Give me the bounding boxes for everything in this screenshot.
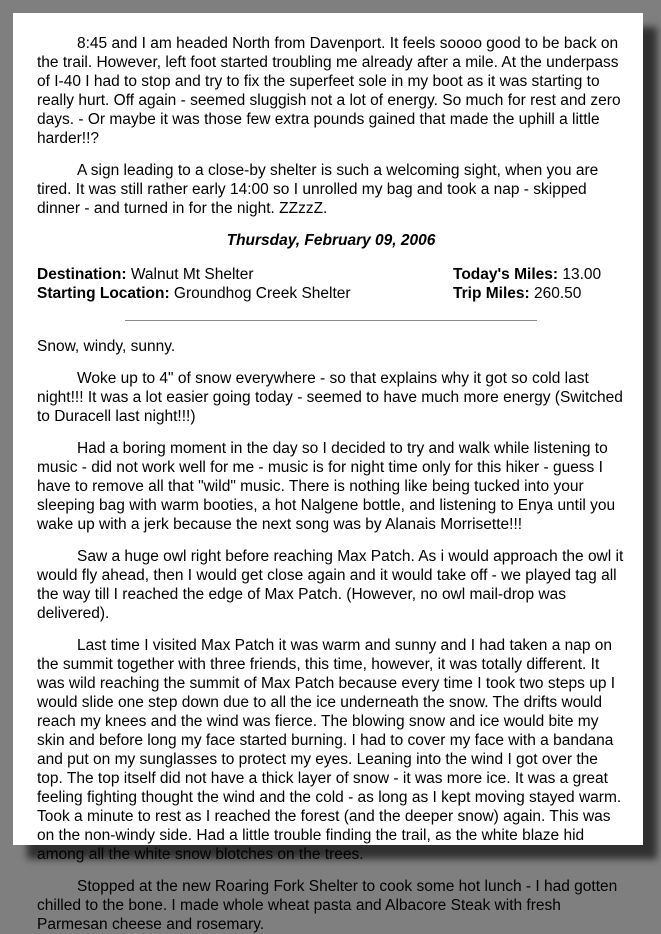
starting-location-label: Starting Location: — [37, 285, 170, 302]
trip-miles-row — [453, 284, 625, 303]
trip-miles-value: 260.50 — [533, 285, 582, 302]
entry-stats — [37, 265, 625, 303]
journal-paragraph: Woke up to 4" of snow everywhere - so that explains why it got so cold last night!!! It was a lot easier going today - seemed to have much more energy (Switched to Duracell last night!!!) — [37, 370, 623, 425]
entry-date-heading: Thursday, February 09, 2006 — [226, 232, 436, 249]
todays-miles-row — [453, 265, 625, 284]
entry-stats-locations — [37, 265, 453, 303]
weather-line: Snow, windy, sunny. — [37, 338, 176, 355]
journal-page — [13, 13, 643, 933]
divider — [125, 320, 537, 321]
entry-stats-miles — [453, 265, 625, 303]
todays-miles-value: 13.00 — [562, 266, 602, 283]
journal-paragraph: Last time I visited Max Patch it was warm and sunny and I had taken a nap on the summit together with three friends, this time, however, it was totally different. It was wild reaching the summit of Max Patch because every time I took two steps up I would slide one step down due to all the ice underneath the snow. The drifts would reach my knees and the wind was fierce. The blowing snow and ice would bite my skin and before long my face started burning. I had to cover my face with a bandana and put on my sunglasses to protect my eyes. Leaning into the wind I got over the top. The top itself did not have a thick layer of snow - it was more ice. It was a great feeling fighting thought the wind and the cold - as long as I kept moving stayed warm. Took a minute to rest as I reached the forest (and the deeper snow) again. This was on the non-windy side. Had a little trouble finding the trail, as the white blaze hid among all the white snow blotches on the trees. — [37, 637, 622, 863]
starting-location-row — [37, 284, 453, 303]
journal-paragraph: Saw a huge owl right before reaching Max Patch. As i would approach the owl it would fly ahead, then I would get close again and it would take off - we played tag all the way till I reached the edge of Max Patch. (However, no owl mail-drop was delivered). — [37, 548, 624, 622]
destination-value: Walnut Mt Shelter — [130, 266, 254, 283]
todays-miles-label: Today's Miles: — [453, 266, 559, 283]
destination-row — [37, 265, 453, 284]
journal-paragraph: Had a boring moment in the day so I decided to try and walk while listening to music - did not work well for me - music is for night time only for this hiker - guess I have to remove all that "wild" music. There is nothing like being tucked into your sleeping bag with warm booties, a hot Nalgene bottle, and listening to Enya until you wake up with a jerk because the next song was by Alanais Morrisette!!! — [37, 440, 616, 533]
trip-miles-label: Trip Miles: — [453, 285, 530, 302]
destination-label: Destination: — [37, 266, 127, 283]
journal-paragraph: A sign leading to a close-by shelter is such a welcoming sight, when you are tired. It was still rather early 14:00 so I unrolled my bag and took a nap - skipped dinner - and turned in for the night. ZZzzZ. — [37, 162, 599, 217]
journal-paragraph: 8:45 and I am headed North from Davenport. It feels soooo good to be back on the trail. However, left foot started troubling me already after a mile. At the underpass of I-40 I had to stop and try to fix the superfeet sole in my boot as it was starting to really hurt. Off again - seemed sluggish not a lot of energy. So much for rest and zero days. - Or maybe it was those few extra pounds gained that made the uphill a little harder!!? — [37, 35, 621, 147]
starting-location-value: Groundhog Creek Shelter — [173, 285, 351, 302]
journal-paragraph: Stopped at the new Roaring Fork Shelter to cook some hot lunch - I had gotten chilled to the bone. I made whole wheat pasta and Albacore Steak with fresh Parmesan cheese and rosemary. — [37, 878, 618, 933]
